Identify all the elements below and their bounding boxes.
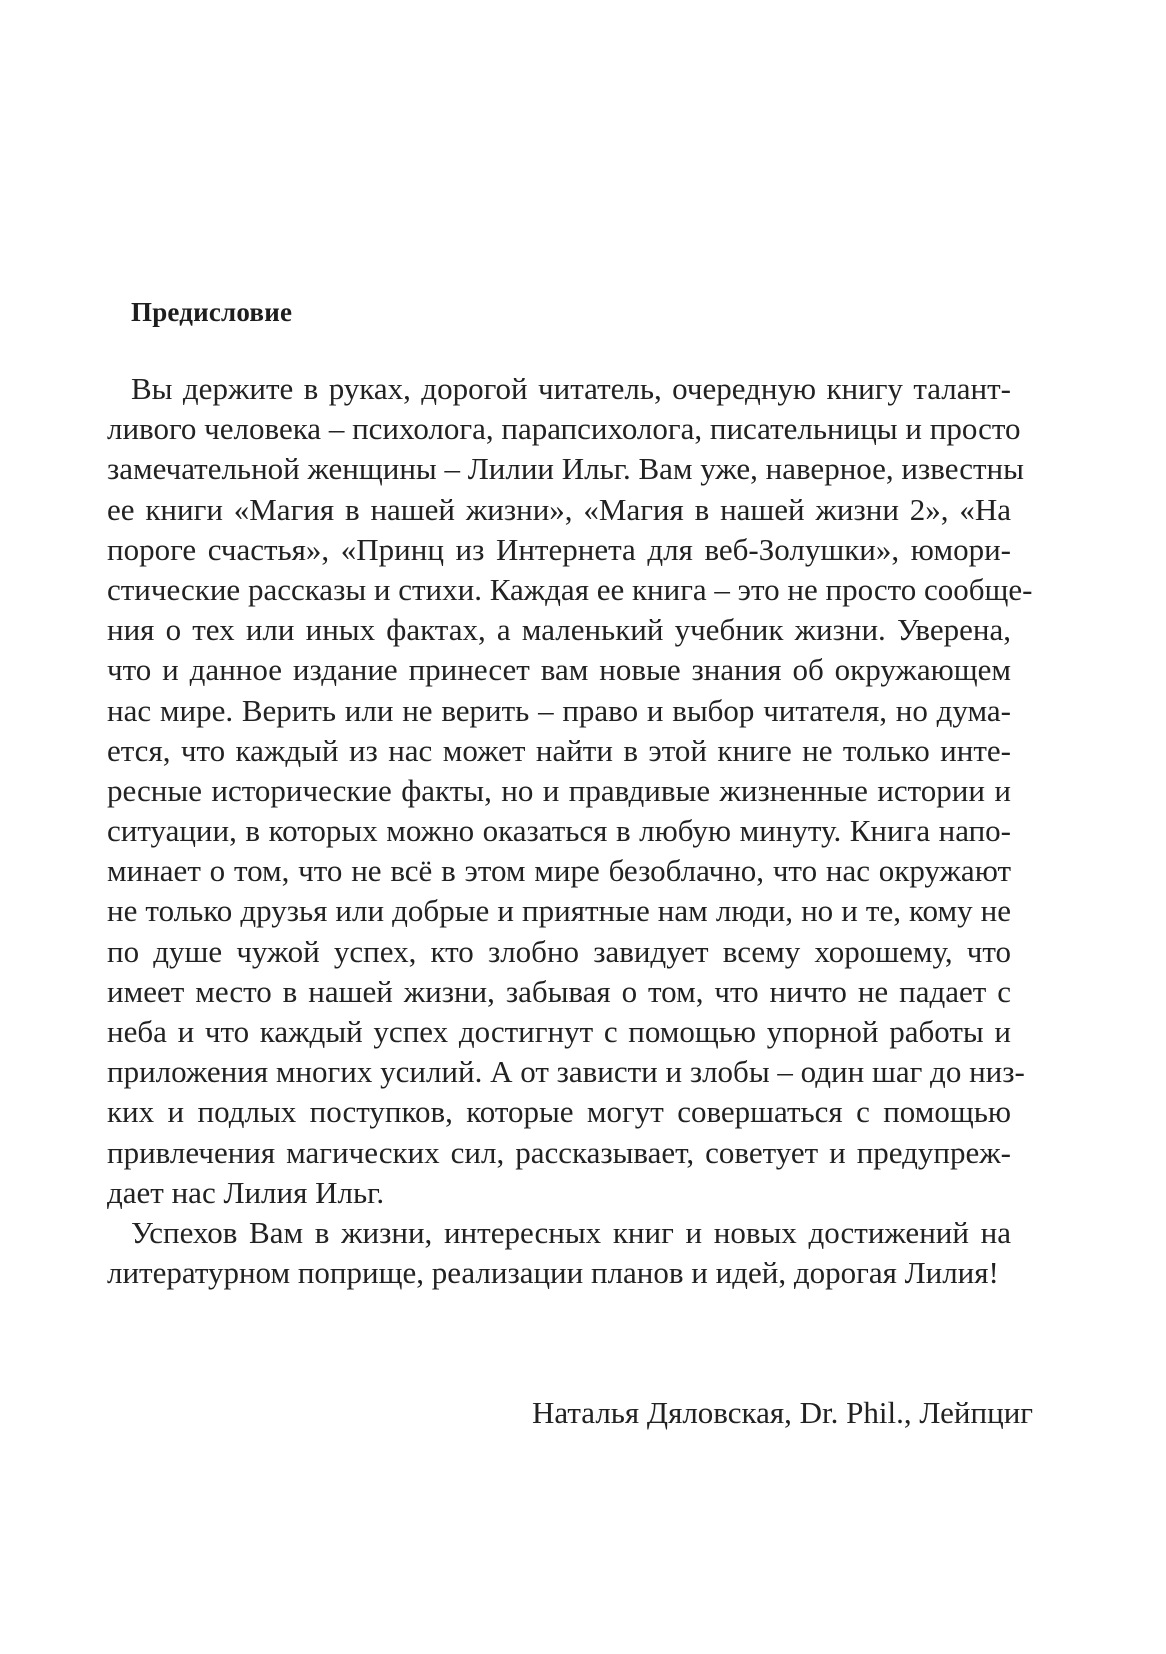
text-line: ния о тех или иных фактах, а маленький учебник жизни. Уверена, xyxy=(107,612,1011,648)
text-line: стические рассказы и стихи. Каждая ее книга – это не просто сообще- xyxy=(107,571,1033,607)
text-line: ких и подлых поступков, которые могут совершаться с помощью xyxy=(107,1094,1011,1130)
text-line: Вы держите в руках, дорогой читатель, очередную книгу талант- xyxy=(131,371,1011,406)
text-line: ливого человека – психолога, парапсихолога, писательницы и просто xyxy=(107,411,1021,447)
text-line: Успехов Вам в жизни, интересных книг и новых достижений на xyxy=(131,1214,1011,1250)
text-line: что и данное издание принесет вам новые знания об окружающем xyxy=(107,652,1011,688)
text-line: ее книги «Магия в нашей жизни», «Магия в нашей жизни 2», «На xyxy=(107,491,1011,527)
paragraph-2 xyxy=(107,1213,1011,1293)
text-line: минает о том, что не всё в этом мире безоблачно, что нас окружают xyxy=(107,853,1011,889)
text-line: ресные исторические факты, но и правдивые жизненные истории и xyxy=(107,772,1011,808)
text-line: замечательной женщины – Лилии Ильг. Вам уже, наверное, известны xyxy=(107,451,1024,487)
section-heading: Предисловие xyxy=(131,297,293,327)
text-line: по душе чужой успех, кто злобно завидует всему хорошему, что xyxy=(107,933,1011,969)
text-line: не только друзья или добрые и приятные нам люди, но и те, кому не xyxy=(107,893,1011,929)
text-line: литературном поприще, реализации планов и идей, дорогая Лилия! xyxy=(107,1255,999,1291)
text-line: дает нас Лилия Ильг. xyxy=(107,1174,385,1210)
author-signature: Наталья Дяловская, Dr. Phil., Лейпциг xyxy=(532,1395,1033,1430)
text-line: приложения многих усилий. А от зависти и злобы – один шаг до низ- xyxy=(107,1054,1025,1090)
text-line: неба и что каждый успех достигнут с помощью упорной работы и xyxy=(107,1014,1011,1049)
paragraph-1 xyxy=(107,369,1033,1213)
text-line: ситуации, в которых можно оказаться в любую минуту. Книга напо- xyxy=(107,813,1011,849)
text-line: пороге счастья», «Принц из Интернета для веб-Золушки», юмори- xyxy=(107,531,1011,567)
preface-body xyxy=(107,369,1033,1293)
text-line: имеет место в нашей жизни, забывая о том, что ничто не падает с xyxy=(107,973,1011,1009)
text-line: ется, что каждый из нас может найти в этой книге не только инте- xyxy=(107,732,1011,768)
text-line: привлечения магических сил, рассказывает, советует и предупреж- xyxy=(107,1134,1011,1170)
text-line: нас мире. Верить или не верить – право и выбор читателя, но дума- xyxy=(107,692,1011,728)
